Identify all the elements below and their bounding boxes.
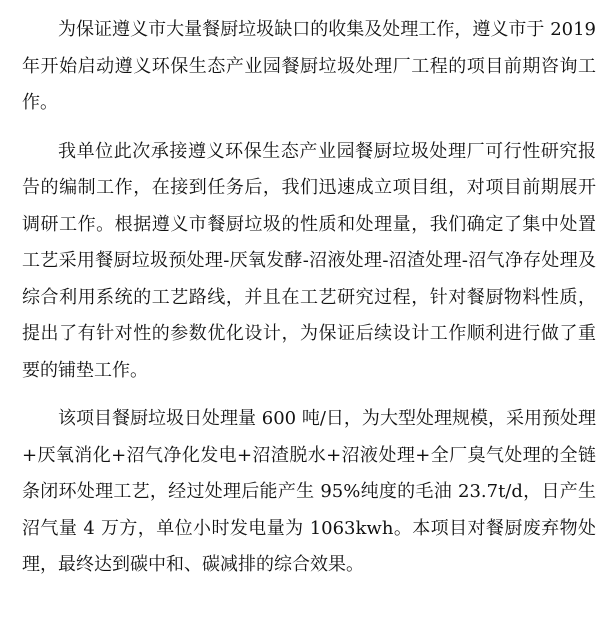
paragraph-project-scale: 该项目餐厨垃圾日处理量 600 吨/日，为大型处理规模，采用预处理+厌氧消化+沼气净化发电+沼渣脱水+沼液处理+全厂臭气处理的全链条闭环处理工艺，经过处理后能产生 95%纯度的毛油 23.7t/d，日产生沼气量 4 万方，单位小时发电量为 1063kwh。本项目对餐厨废弃物处理，最终达到碳中和、碳减排的综合效果。 <box>22 408 596 575</box>
paragraph-project-background: 为保证遵义市大量餐厨垃圾缺口的收集及处理工作，遵义市于 2019 年开始启动遵义环保生态产业园餐厨垃圾处理厂工程的项目前期咨询工作。 <box>22 19 596 113</box>
paragraph-feasibility-study: 我单位此次承接遵义环保生态产业园餐厨垃圾处理厂可行性研究报告的编制工作，在接到任务后，我们迅速成立项目组，对项目前期展开调研工作。根据遵义市餐厨垃圾的性质和处理量，我们确定了集中处置工艺采用餐厨垃圾预处理-厌氧发酵-沼液处理-沼渣处理-沼气净存处理及综合利用系统的工艺路线，并且在工艺研究过程，针对餐厨物料性质，提出了有针对性的参数优化设计，为保证后续设计工作顺利进行做了重要的铺垫工作。 <box>22 140 596 381</box>
